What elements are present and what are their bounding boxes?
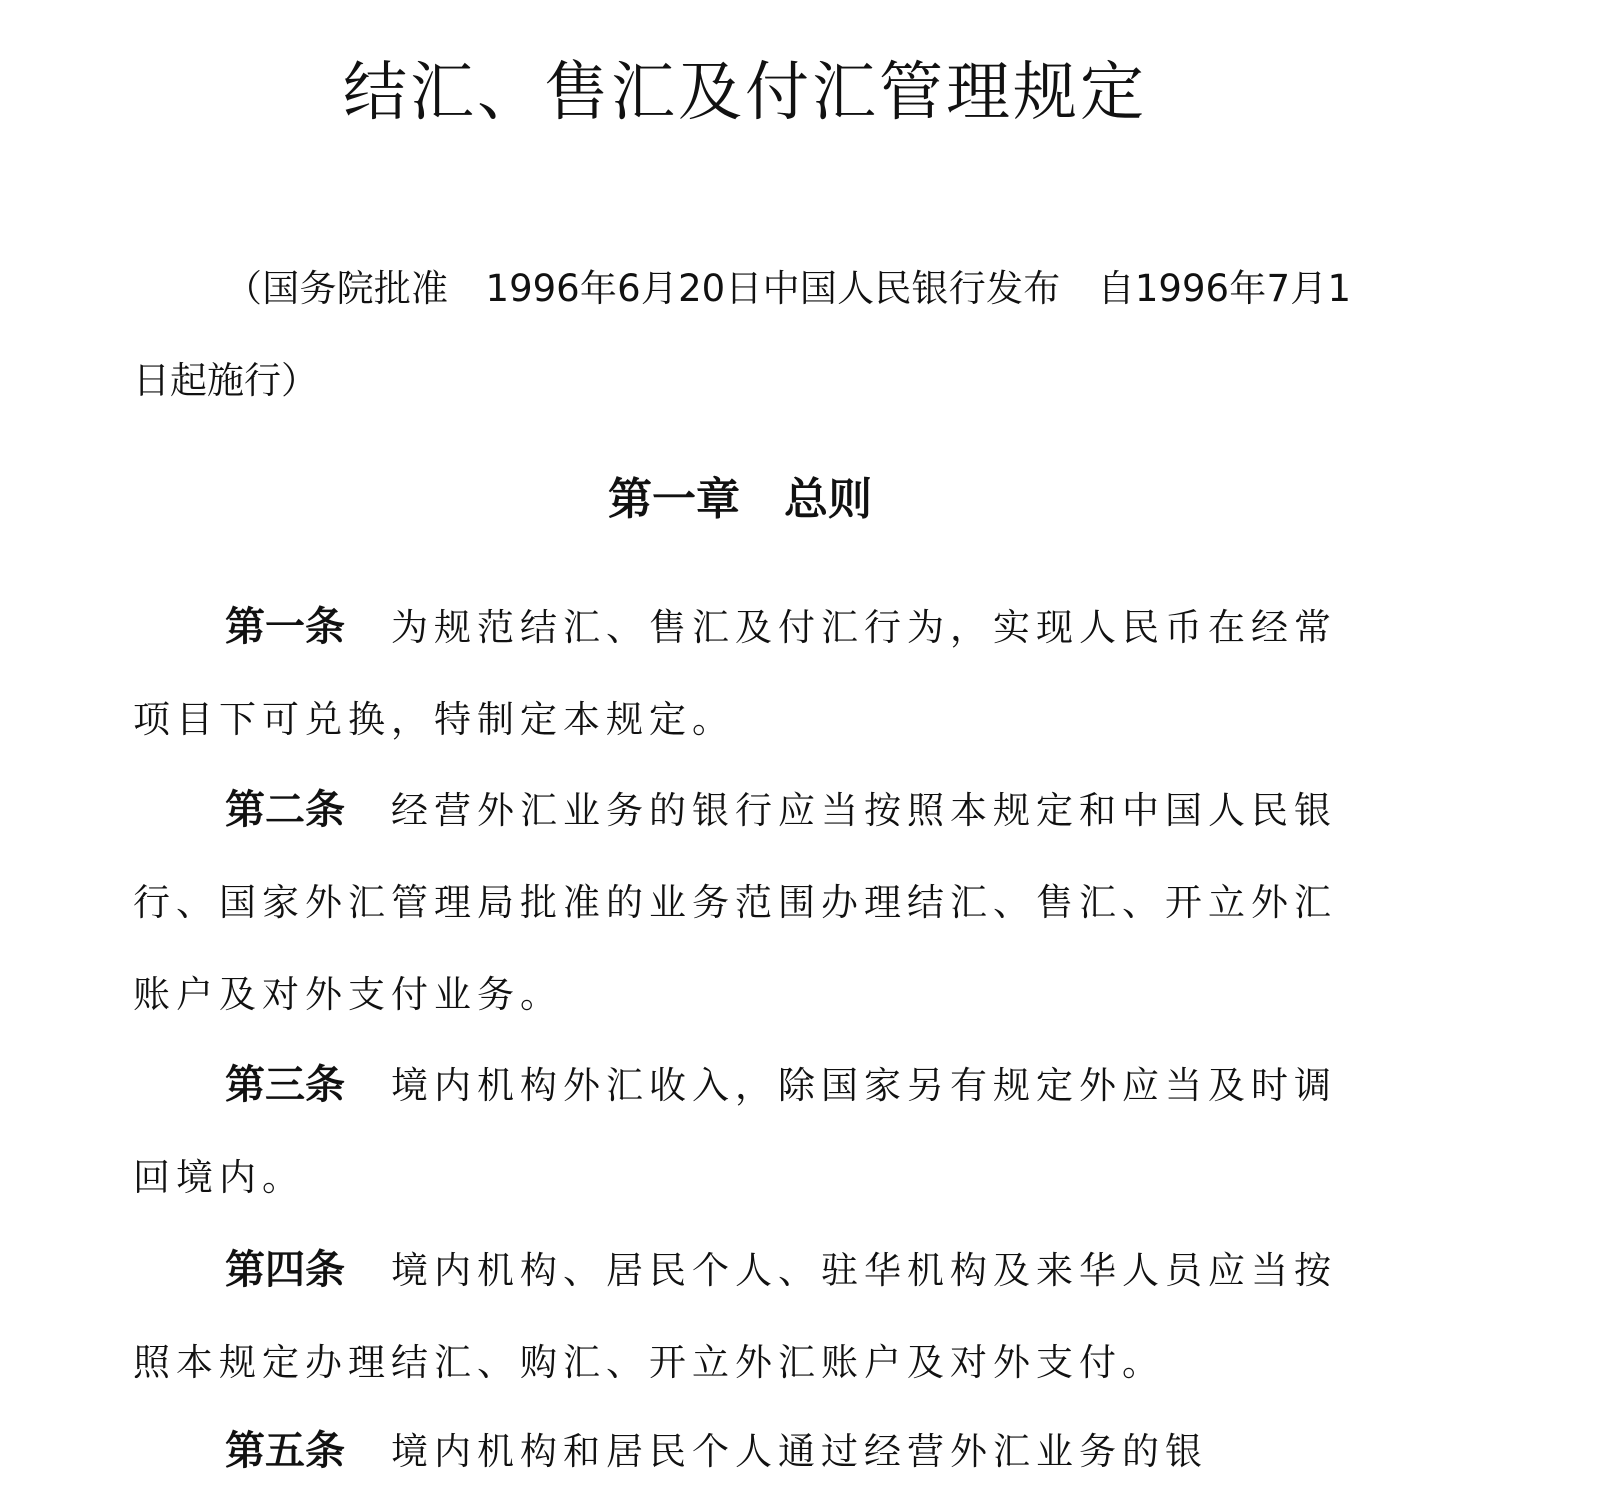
- chapter-number: 第一章: [608, 474, 740, 525]
- article-number: 第五条: [225, 1428, 345, 1474]
- article-3: [133, 1039, 1351, 1224]
- article-2: [133, 764, 1351, 1041]
- document-title: 结汇、售汇及付汇管理规定: [343, 56, 1147, 130]
- article-text: 境内机构、居民个人、驻华机构及来华人员应当按照本规定办理结汇、购汇、开立外汇账户及对外支付。: [133, 1249, 1337, 1384]
- article-text: 为规范结汇、售汇及付汇行为，实现人民币在经常项目下可兑换，特制定本规定。: [133, 606, 1337, 741]
- article-5: [133, 1405, 1351, 1498]
- article-4: [133, 1224, 1351, 1409]
- article-number: 第二条: [225, 787, 345, 833]
- article-number: 第三条: [225, 1062, 345, 1108]
- article-1: [133, 581, 1351, 766]
- issuance-note: （国务院批准 1996年6月20日中国人民银行发布 自1996年7月1日起施行）: [133, 267, 1351, 402]
- article-text: 经营外汇业务的银行应当按照本规定和中国人民银行、国家外汇管理局批准的业务范围办理结汇、售汇、开立外汇账户及对外支付业务。: [133, 789, 1337, 1016]
- article-text: 境内机构和居民个人通过经营外汇业务的银: [391, 1430, 1208, 1473]
- article-text: 境内机构外汇收入，除国家另有规定外应当及时调回境内。: [133, 1064, 1337, 1199]
- chapter-name: 总则: [784, 474, 872, 525]
- chapter-heading: [0, 470, 1480, 530]
- article-number: 第一条: [225, 604, 345, 650]
- article-number: 第四条: [225, 1247, 345, 1293]
